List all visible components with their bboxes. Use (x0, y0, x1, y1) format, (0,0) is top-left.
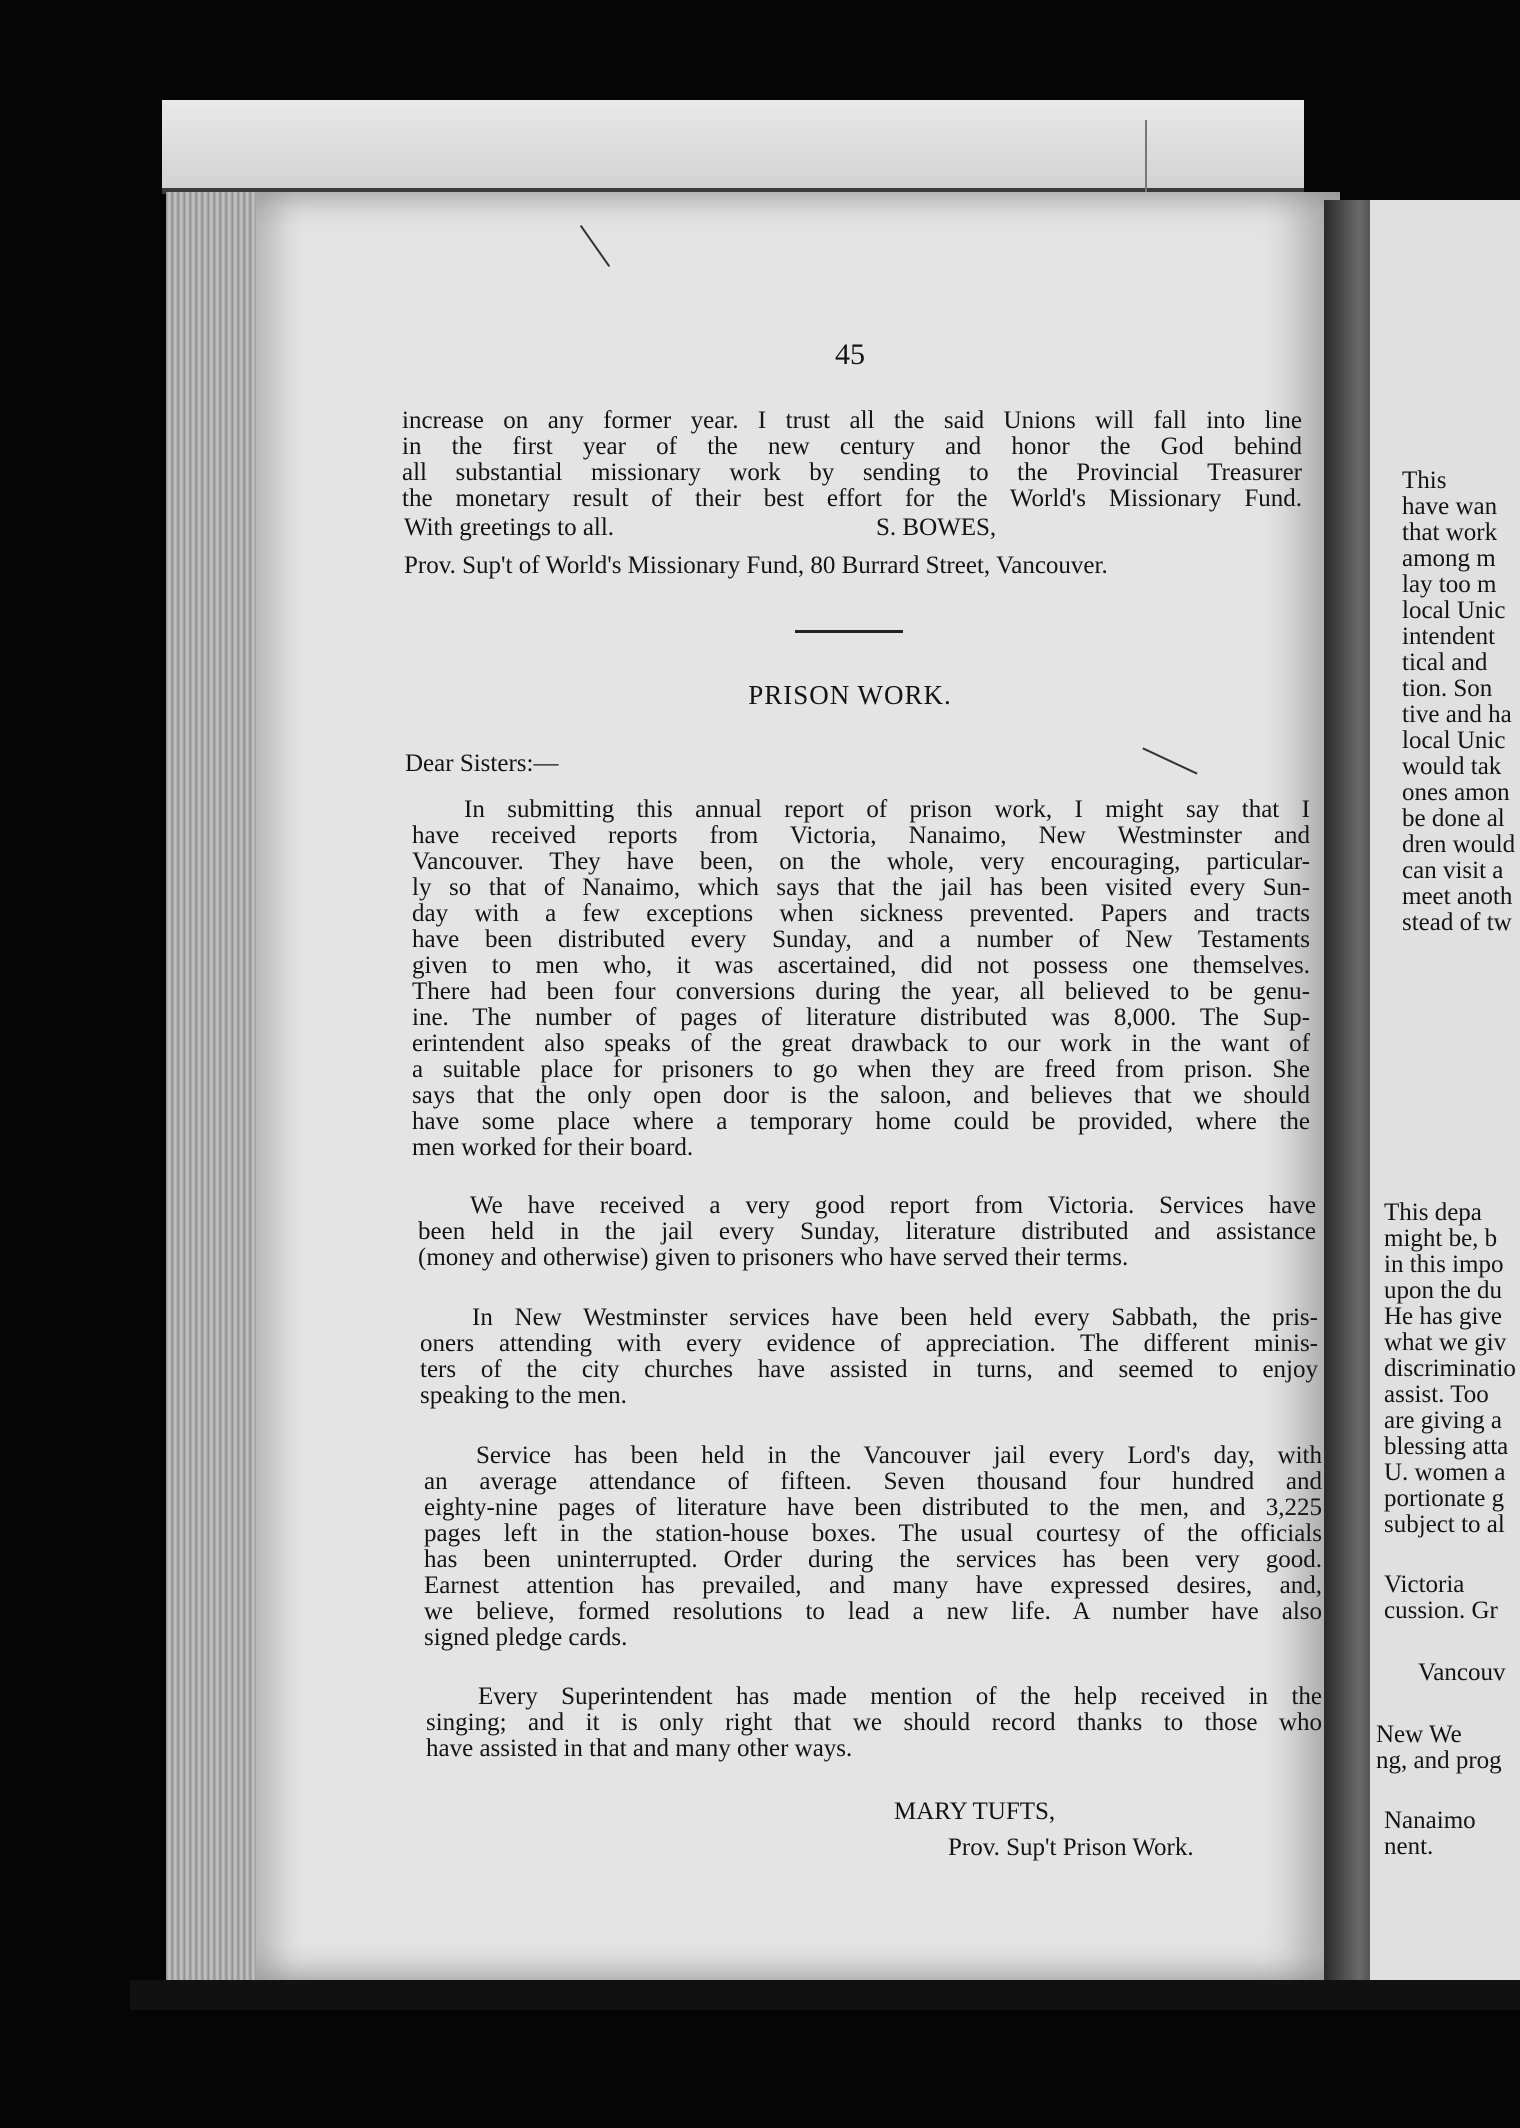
text-line: We have received a very good report from Victoria. Services have (470, 1192, 1316, 1219)
facing-page-line: would tak (1402, 753, 1502, 780)
text-line: ine. The number of pages of literature distributed was 8,000. The Sup- (412, 1004, 1310, 1031)
facing-page-line: meet anoth (1402, 883, 1513, 910)
facing-page-line: U. women a (1384, 1459, 1506, 1486)
previous-page-edge (162, 100, 1304, 194)
intro-paragraph (402, 408, 1302, 512)
text-line: men worked for their board. (412, 1134, 694, 1161)
closing-name: MARY TUFTS, (894, 1798, 1056, 1825)
facing-page-text-6 (1384, 1808, 1476, 1860)
facing-page-line: New We (1376, 1721, 1462, 1748)
facing-page-text-3 (1384, 1572, 1498, 1624)
facing-page-line: lay too m (1402, 571, 1497, 598)
facing-page-line: intendent (1402, 623, 1496, 650)
facing-page-line: ones amon (1402, 779, 1510, 806)
intro-signer: S. BOWES, (876, 514, 997, 541)
text-line: an average attendance of fifteen. Seven thousand four hundred and (424, 1468, 1322, 1495)
facing-page-line: have wan (1402, 493, 1498, 520)
facing-page-line: tion. Son (1402, 675, 1493, 702)
paragraph-2 (418, 1193, 1316, 1271)
text-line: (money and otherwise) given to prisoners who have served their terms. (418, 1244, 1129, 1271)
intro-line: in the first year of the new century and honor the God behind (402, 433, 1302, 460)
text-line: Earnest attention has prevailed, and many have expressed desires, and, (424, 1572, 1322, 1599)
facing-page-line: Victoria (1384, 1571, 1465, 1598)
paragraph-3 (420, 1305, 1318, 1409)
text-line: have been distributed every Sunday, and a number of New Testaments (412, 926, 1310, 953)
text-line: eighty-nine pages of literature have been distributed to the men, and 3,225 (424, 1494, 1322, 1521)
paragraph-5 (426, 1684, 1322, 1762)
facing-page-line: what we giv (1384, 1329, 1507, 1356)
text-line: day with a few exceptions when sickness prevented. Papers and tracts (412, 900, 1310, 927)
text-line: have assisted in that and many other ways. (426, 1735, 853, 1762)
closing-title: Prov. Sup't Prison Work. (948, 1834, 1194, 1861)
text-line: Every Superintendent has made mention of the help received in the (478, 1683, 1322, 1710)
facing-page-line: He has give (1384, 1303, 1503, 1330)
text-line: In New Westminster services have been held every Sabbath, the pris- (472, 1304, 1318, 1331)
text-line: erintendent also speaks of the great drawback to our work in the want of (412, 1030, 1310, 1057)
facing-page-line: ng, and prog (1376, 1747, 1502, 1774)
text-line: have some place where a temporary home could be provided, where the (412, 1108, 1310, 1135)
facing-page-text-2 (1384, 1200, 1516, 1538)
text-line: In submitting this annual report of prison work, I might say that I (464, 796, 1310, 823)
facing-page-line: tive and ha (1402, 701, 1512, 728)
facing-page-line: be done al (1402, 805, 1505, 832)
text-line: a suitable place for prisoners to go when they are freed from prison. She (412, 1056, 1310, 1083)
text-line: Vancouver. They have been, on the whole, very encouraging, particular- (412, 848, 1310, 875)
section-heading: PRISON WORK. (748, 680, 952, 710)
facing-page-line: Nanaimo (1384, 1807, 1476, 1834)
facing-page-line: tical and (1402, 649, 1488, 676)
facing-page-line: might be, b (1384, 1225, 1498, 1252)
text-line: ly so that of Nanaimo, which says that the jail has been visited every Sun- (412, 874, 1310, 901)
text-line: oners attending with every evidence of appreciation. The different minis- (420, 1330, 1318, 1357)
facing-page-text-4 (1418, 1660, 1505, 1686)
text-line: pages left in the station-house boxes. The usual courtesy of the officials (424, 1520, 1322, 1547)
facing-page-line: local Unic (1402, 727, 1506, 754)
section-divider (795, 630, 903, 633)
text-line: been held in the jail every Sunday, literature distributed and assistance (418, 1218, 1316, 1245)
facing-page-line: This (1402, 467, 1447, 494)
facing-page-line: subject to al (1384, 1511, 1505, 1538)
text-line: we believe, formed resolutions to lead a new life. A number have also (424, 1598, 1322, 1625)
text-line: singing; and it is only right that we should record thanks to those who (426, 1709, 1322, 1736)
facing-page-line: dren would (1402, 831, 1516, 858)
text-line: ters of the city churches have assisted in turns, and seemed to enjoy (420, 1356, 1318, 1383)
facing-page-line: portionate g (1384, 1485, 1505, 1512)
facing-page-line: local Unic (1402, 597, 1506, 624)
salutation: Dear Sisters:— (405, 750, 559, 777)
text-line: Service has been held in the Vancouver jail every Lord's day, with (476, 1442, 1322, 1469)
text-line: speaking to the men. (420, 1382, 627, 1409)
facing-page-text-1 (1402, 468, 1515, 936)
facing-page-line: This depa (1384, 1199, 1482, 1226)
bottom-shadow (130, 1980, 1520, 2010)
facing-page-text-5 (1376, 1722, 1502, 1774)
facing-page-line: can visit a (1402, 857, 1504, 884)
facing-page-line: stead of tw (1402, 909, 1512, 936)
paragraph-1 (412, 797, 1310, 1161)
facing-page-line: among m (1402, 545, 1496, 572)
facing-page-line: that work (1402, 519, 1498, 546)
facing-page-line: are giving a (1384, 1407, 1503, 1434)
intro-signer-title: Prov. Sup't of World's Missionary Fund, 80 Burrard Street, Vancouver. (404, 552, 1108, 579)
facing-page-line: discriminatio (1384, 1355, 1516, 1382)
page-number: 45 (835, 338, 865, 371)
intro-line: increase on any former year. I trust all the said Unions will fall into line (402, 407, 1302, 434)
text-line: says that the only open door is the saloon, and believes that we should (412, 1082, 1310, 1109)
text-line: There had been four conversions during the year, all believed to be genu- (412, 978, 1310, 1005)
intro-greeting: With greetings to all. (404, 514, 615, 541)
book-page-stack (166, 192, 264, 1980)
intro-line: all substantial missionary work by sending to the Provincial Treasurer (402, 459, 1302, 486)
paragraph-4 (424, 1443, 1322, 1651)
intro-line: the monetary result of their best effort for the World's Missionary Fund. (402, 485, 1302, 512)
facing-page-line: blessing atta (1384, 1433, 1509, 1460)
text-line: signed pledge cards. (424, 1624, 628, 1651)
text-line: has been uninterrupted. Order during the services has been very good. (424, 1546, 1322, 1573)
facing-page-line: nent. (1384, 1833, 1434, 1860)
text-line: have received reports from Victoria, Nanaimo, New Westminster and (412, 822, 1310, 849)
facing-page-line: in this impo (1384, 1251, 1504, 1278)
facing-page-line: Vancouv (1418, 1659, 1506, 1686)
text-line: given to men who, it was ascertained, did not possess one themselves. (412, 952, 1310, 979)
facing-page-line: assist. Too (1384, 1381, 1489, 1408)
facing-page-line: cussion. Gr (1384, 1597, 1498, 1624)
facing-page-line: upon the du (1384, 1277, 1503, 1304)
